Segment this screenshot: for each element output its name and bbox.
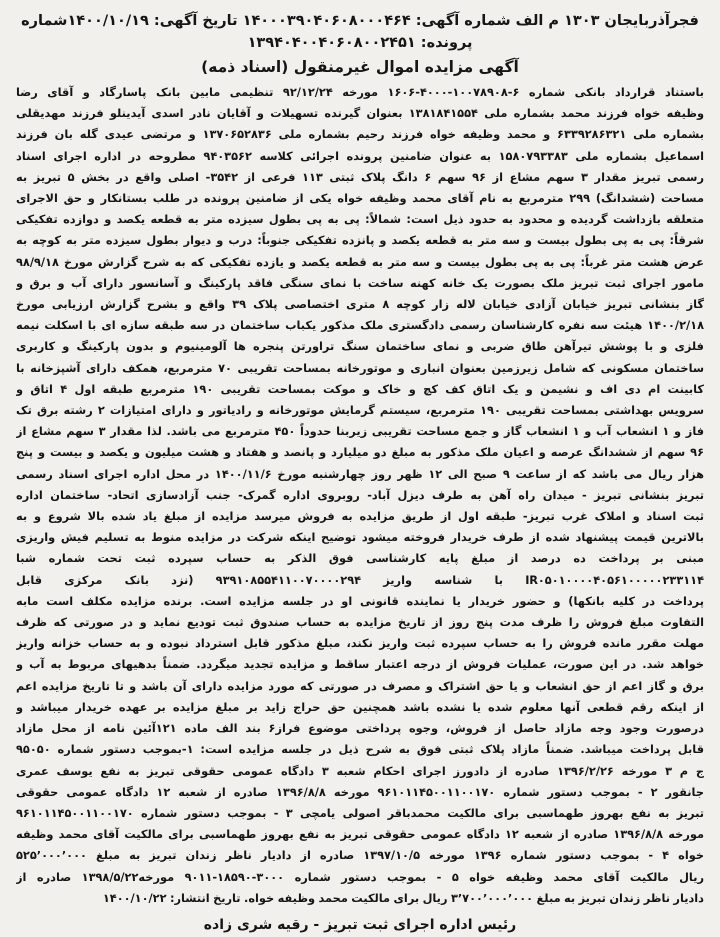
body-line: خواه ۴ - بموجب دستور شماره ۱۳۹۶ مورخه ۱۳۹۷/۱۰/۵ صادره از دادیار ناظر زندان تبریز به مبلغ ۵۲۵٬۰۰۰٬۰۰۰ (16, 848, 704, 863)
body-line: مساحت (ششدانگ) ۲۹۹ مترمربع به نام آقای محمد وظیفه خواه یکی از ضامنین پرونده در طلب بستانکار و حق الاجرای (16, 191, 704, 206)
body-line: شرقاً: پی به پی بطول بیست و سه متر به قطعه یکصد و پانزده تفکیکی جنوباً: درب و دیوار بطول سیزده متر به کوچه به (16, 233, 704, 248)
body-line: جانقور ۲ - بموجب دستور شماره ۹۶۱۰۱۱۴۵۰۰۱۱۰۰۱۷۰ مورخه ۱۳۹۶/۸/۸ صادره از شعبه ۱۲ دادگاه عمومی حقوقی (16, 784, 704, 799)
body-line: گاز بنشانی تبریز خیابان آزادی خیابان لاله زار کوچه ۸ متری اختصاصی پلاک ۳۹ واقع و بشرح گزارش ارزیابی مورخ (16, 297, 704, 312)
body-line: فاز و ۱ انشعاب آب و ۱ انشعاب گاز و جمع مساحت تقریبی زیربنا حدوداً ۴۵۰ مترمربع می باشد. لذا مقدار ۳ سهم مشاع از (16, 424, 704, 439)
body-line: خواهد شد. در این صورت، عملیات فروش از درجه اعتبار ساقط و مزایده تجدید میگردد. ضمناً بدهیهای مربوط به آب و (16, 657, 704, 672)
case-number-line: پرونده: ۱۳۹۴۰۴۰۰۴۰۶۰۸۰۰۲۴۵۱ (247, 35, 473, 51)
body-line: مبنی بر پرداخت ده درصد از مبلغ پایه کارشناسی فوق الذکر به حساب سپرده ثبت تحت شماره شبا (16, 551, 704, 566)
body-line: عرض هشت متر غرباً: پی به پی بطول بیست و سه متر به قطعه یکصد و یازده تفکیکی که به شرح گزارش مورخ ۹۸/۹/۱۸ (16, 254, 704, 269)
body-line: تبریز به نفع بهروز طهماسبی برای مالکیت محمدباقر اصولی یامچی ۳ - بموجب دستور شماره ۹۶۱۰۱۱۴۵۰۰۱۱۰۰۱۷۰ (16, 805, 704, 820)
body-line: بشماره ملی ۶۳۳۹۲۸۶۳۲۱ و محمد وظیفه خواه فرزند رحیم بشماره ملی ۱۳۷۰۶۵۲۸۳۶ و مرتضی عیدی گله بان فرزند (16, 127, 704, 142)
body-line: فلزی و با پوشش تیرآهن طاق ضربی و نمای ساختمان سنگ تراورتن پنجره ها آلومینیوم و بدون پارکینگ و کاربری (16, 339, 704, 354)
body-line: قابل پرداخت میباشد. ضمناً مازاد پلاک ثبتی فوق به شرح ذیل در جلسه مزایده است: ۱-بموجب دستور شماره ۹۵۰۵۰ (16, 742, 704, 757)
body-line: اسماعیل بشماره ملی ۱۵۸۰۷۹۳۳۸۳ به عنوان ضامنین پرونده اجرائی کلاسه ۹۴۰۳۵۶۲ مطروحه در اداره اجرای اسناد (16, 148, 704, 163)
body-line: از اینکه رقم قطعی آنها معلوم شده یا نشده باشد همچنین حق حراج زاید بر مبلغ مزایده بر عهده خریدار میباشد و (16, 699, 704, 714)
body-line: رسمی تبریز مقدار ۳ سهم مشاع از ۹۶ سهم ۶ دانگ پلاک ثبتی ۱۱۳ فرعی از ۳۵۴۲- اصلی واقع در بخش ۵ تبریز به (16, 169, 704, 184)
body-line: ثبت اسناد و املاک غرب تبریز- طبقه اول از طریق مزایده به فروش میرسد مزایده از مبلغ یاد شده بالا شروع و به (16, 509, 704, 524)
body-line: پرداخت در کلیه بانکها) و حضور خریدار یا نماینده قانونی او در جلسه مزایده است. برنده مزایده مکلف است مابه (16, 593, 704, 608)
body-line: متعلقه بازداشت گردیده و محدود به حدود ذیل است: شمالاً: پی به پی بطول سیزده متر به قطعه یکصد و دوازده تفکیکی (16, 212, 704, 227)
body-line: باستناد قرارداد بانکی شماره ۶-۱۰۰۷۸۹۰۸-۴۰۰۰-۱۶۰۶ مورخه ۹۲/۱۲/۲۴ تنظیمی مابین بانک پاسارگاد و آقای رضا (16, 85, 704, 99)
body-line: هزار ریال می باشد که از ساعت ۹ صبح الی ۱۲ ظهر روز چهارشنبه مورخ ۱۴۰۰/۱۱/۶ در محل اداره اجرای اسناد رسمی (16, 466, 704, 481)
body-line: سرویس بهداشتی بمساحت تقریبی ۱۹۰ مترمربع، سیستم گرمایش موتورخانه و رادیاتور و دارای امتیازات ۲ رشته برق تک (16, 403, 704, 418)
body-line: کابینت ام دی اف و نشیمن و یک اتاق کف کچ و خاک و موکت بمساحت تقریبی ۱۹۰ مترمربع طبقه اول ۴ اتاق و (16, 381, 704, 396)
body-line: برق و گاز اعم از حق انشعاب و یا حق اشتراک و مصرف در صورتی که مورد مزایده دارای آن باشد و تا تاریخ مزایده اعم (16, 678, 704, 693)
notice-meta-line: فجرآذربایجان ۱۳۰۳ م الف شماره آگهی: ۱۴۰۰۰۳۹۰۴۰۶۰۸۰۰۰۴۶۴ تاریخ آگهی: ۱۴۰۰/۱۰/۱۹شماره (21, 13, 699, 29)
body-line: مورخه ۱۳۹۶/۸/۸ صادره از شعبه ۱۲ دادگاه عمومی حقوقی تبریز به نفع بهروز طهماسبی برای مالکیت آقای محمد وظیفه (16, 827, 704, 842)
body-line: ریال مالکیت آقای محمد وظیفه خواه ۵ - بموجب دستور شماره ۳۰۰۰-۱۸۵۹۰-۹۰۱۱ مورخه۱۳۹۸/۵/۲۲ صادره از (16, 869, 704, 884)
body-line: درصورت وجود وجه مازاد حاصل از فروش، وجوه پرداختی موضوع فراز۶ بند الف ماده ۱۲۱آئین نامه از محل مازاد (16, 721, 704, 736)
signature-line: رئیس اداره اجرای ثبت تبریز - رقیه شری زاده (203, 916, 517, 933)
body-line: ۱۴۰۰/۲/۱۸ هیئت سه نفره کارشناسان رسمی دادگستری ملک مذکور یکباب ساختمان در سه طبقه سازه ای با اسکلت نیمه (16, 318, 704, 333)
body-line: IR۰۵۰۱۰۰۰۰۴۰۵۶۱۰۰۰۰۰۲۳۳۱۱۴ با شناسه واریز ۹۳۹۱۰۸۵۵۴۱۱۰۰۷۰۰۰۰۲۹۴ (نزد بانک مرکزی قابل (16, 572, 704, 587)
body-line: مامور اجرای ثبت تبریز ملک بصورت یک خانه کهنه ساخت با نمای سنگی فاقد پارکینگ و آسانسور دارای آب و برق و (16, 275, 704, 290)
body-line: ۹۶ سهم از ششدانگ عرصه و اعیان ملک مذکور به مبلغ دو میلیارد و پانصد و هفتاد و هشت میلیون و یکصد و بیست و پنج (16, 445, 704, 460)
body-line: وظیفه خواه فرزند محمد بشماره ملی ۱۳۸۱۸۴۱۵۵۴ بعنوان گیرنده تسهیلات و آقایان نادر اسدی آیدینلو فرزند مهدیقلی (16, 106, 704, 121)
body-line: ج م ۳ مورخه ۱۳۹۶/۲/۲۶ صادره از دادورز اجرای احکام شعبه ۳ دادگاه عمومی حقوقی تبریز به نفع یوسف عمری (16, 763, 704, 778)
body-line: مهلت مقرر مانده فروش را به حساب سپرده ثبت واریز نکند، مبلغ مذکور قابل استرداد نبوده و به حساب خزانه واریز (16, 636, 704, 651)
body-line: تبریز بنشانی تبریز - میدان راه آهن به طرف دیزل آباد- روبروی اداره گمرک- جنب آزادسازی اتحاد- ساختمان اداره (16, 487, 704, 502)
notice-header (16, 10, 704, 54)
body-line: التفاوت مبلغ فروش را ظرف مدت پنج روز از تاریخ مزایده به حساب صندوق ثبت تودیع نماید و در صورتی که ظرف (16, 615, 704, 630)
body-line: بالاترین قیمت پیشنهاد شده از طرف خریدار فروخته میشود توضیح اینکه شرکت در مزایده منوط به تسلیم فیش واریزی (16, 530, 704, 545)
notice-title: آگهی مزایده اموال غیرمنقول (اسناد ذمه) (201, 58, 519, 76)
notice-body (16, 82, 704, 909)
body-line: ساختمان مسکونی که شامل زیرزمین بعنوان انباری و موتورخانه بمساحت تقریبی ۷۰ مترمربع، همکف دارای آشپزخانه با (16, 360, 704, 375)
body-line: دادیار ناظر زندان تبریز به مبلغ ۳٬۷۰۰٬۰۰۰٬۰۰۰ ریال برای مالکیت محمد وظیفه خواه. تاریخ انتشار: ۱۴۰۰/۱۰/۲۲ (102, 890, 704, 905)
